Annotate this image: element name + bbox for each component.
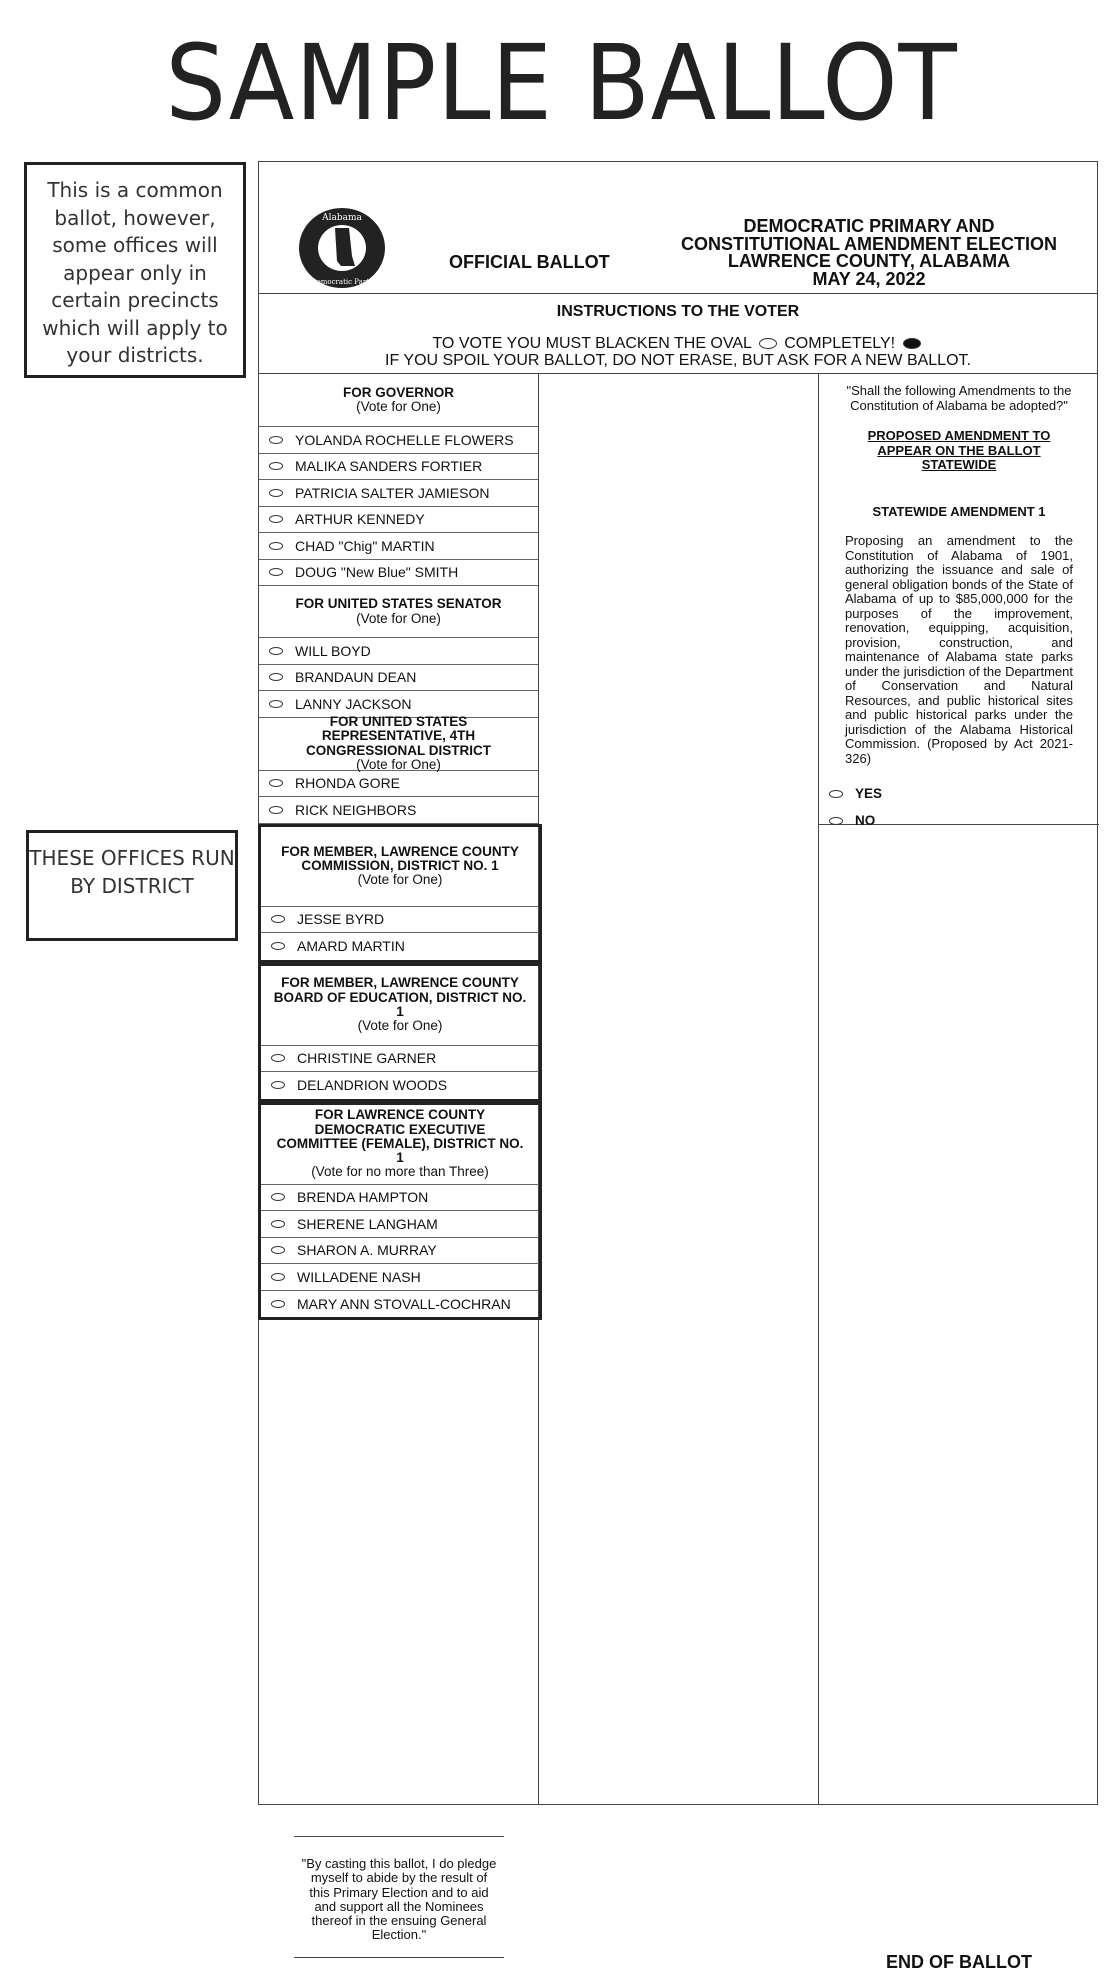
candidate-name: WILLADENE NASH	[297, 1268, 421, 1285]
candidate-name: SHERENE LANGHAM	[297, 1215, 438, 1232]
candidate-row[interactable]	[261, 1072, 539, 1099]
candidate-row[interactable]	[259, 480, 538, 507]
candidate-name: DELANDRION WOODS	[297, 1077, 448, 1094]
vote-oval-icon[interactable]	[271, 915, 285, 923]
vote-oval-icon[interactable]	[269, 462, 283, 470]
vote-oval-icon[interactable]	[269, 542, 283, 550]
race-header	[261, 827, 539, 907]
candidate-name: ARTHUR KENNEDY	[295, 511, 425, 528]
race-title: FOR UNITED STATES SENATOR	[295, 596, 502, 612]
party-pledge: "By casting this ballot, I do pledge myself to abide by the result of this Primary Election and to aid and support all the Nominees thereof in the ensuing General Election."	[294, 1836, 504, 1958]
candidate-name: JESSE BYRD	[297, 911, 385, 928]
vote-oval-icon[interactable]	[829, 790, 843, 798]
candidate-row[interactable]	[261, 933, 539, 960]
column-3	[819, 374, 1099, 1972]
vote-instruction: (Vote for One)	[356, 756, 441, 772]
ballot	[258, 161, 1098, 1972]
candidate-name: YOLANDA ROCHELLE FLOWERS	[295, 431, 514, 448]
vote-oval-icon[interactable]	[269, 489, 283, 497]
instruction-text: COMPLETELY!	[784, 335, 896, 352]
amendment-name: STATEWIDE AMENDMENT 1	[872, 503, 1046, 519]
vote-oval-icon[interactable]	[271, 1273, 285, 1281]
election-line: MAY 24, 2022	[812, 268, 926, 289]
candidate-name: BRENDA HAMPTON	[297, 1189, 429, 1206]
race-title: FOR UNITED STATES REPRESENTATIVE, 4TH CONGRESSIONAL DISTRICT	[305, 713, 491, 758]
proposed-amendment-heading: PROPOSED AMENDMENT TO APPEAR ON THE BALLOT STATEWIDE	[867, 428, 1051, 472]
vote-oval-icon[interactable]	[269, 568, 283, 576]
election-title	[669, 218, 1069, 288]
vote-oval-icon[interactable]	[269, 436, 283, 444]
candidate-row[interactable]	[261, 1046, 539, 1073]
vote-oval-icon[interactable]	[269, 673, 283, 681]
instruction-text: TO VOTE YOU MUST BLACKEN THE OVAL	[432, 335, 752, 352]
vote-oval-icon[interactable]	[269, 806, 283, 814]
option-no[interactable]	[819, 807, 1099, 834]
amendment-text: Proposing an amendment to the Constitution of Alabama of 1901, authorizing the issuance and sale of general obligation bonds of the State of Alabama of up to $85,000,000 for the purposes of the improvement, renovation, equipping, acquisition, provision, construction, and maintenance of Alabama state parks under the jurisdiction of the Department of Conservation and Natural Resources, and public historical sites and public historical parks under the jurisdiction of the Alabama Historical Commission. (Proposed by Act 2021-326)	[845, 533, 1073, 766]
vote-oval-icon[interactable]	[271, 1193, 285, 1201]
candidate-name: MARY ANN STOVALL-COCHRAN	[297, 1295, 511, 1312]
candidate-name: DOUG "New Blue" SMITH	[295, 564, 459, 581]
voter-instructions	[259, 294, 1097, 374]
option-label: YES	[855, 786, 883, 801]
candidate-name: BRANDAUN DEAN	[295, 669, 417, 686]
race-header	[259, 374, 538, 427]
race-header	[259, 713, 538, 772]
instructions-heading: INSTRUCTIONS TO THE VOTER	[556, 303, 800, 320]
vote-oval-icon[interactable]	[271, 1246, 285, 1254]
district-offices-note: THESE OFFICES RUN BY DISTRICT	[26, 830, 238, 941]
candidate-row[interactable]	[261, 1264, 539, 1291]
column-2	[539, 374, 819, 1804]
candidate-name: CHRISTINE GARNER	[297, 1050, 437, 1067]
candidate-name: RICK NEIGHBORS	[295, 801, 417, 818]
filled-oval-icon	[903, 338, 921, 349]
vote-instruction: (Vote for One)	[357, 1018, 443, 1034]
common-ballot-note: This is a common ballot, however, some offices will appear only in certain precincts which will apply to your districts.	[24, 162, 246, 378]
race-header	[259, 586, 538, 638]
race-title: FOR LAWRENCE COUNTY DEMOCRATIC EXECUTIVE COMMITTEE (FEMALE), DISTRICT NO. 1	[276, 1107, 524, 1166]
candidate-name: SHARON A. MURRAY	[297, 1242, 437, 1259]
party-seal-logo	[297, 206, 387, 290]
vote-oval-icon[interactable]	[271, 1081, 285, 1089]
district-race-group	[258, 824, 542, 963]
option-label: NO	[855, 813, 876, 828]
vote-oval-icon[interactable]	[829, 817, 843, 825]
candidate-row[interactable]	[261, 1291, 539, 1318]
vote-instruction: (Vote for One)	[356, 610, 441, 626]
vote-oval-icon[interactable]	[269, 779, 283, 787]
district-race-group	[258, 1102, 542, 1321]
vote-oval-icon[interactable]	[271, 942, 285, 950]
candidate-name: PATRICIA SALTER JAMIESON	[295, 484, 490, 501]
race-title: FOR MEMBER, LAWRENCE COUNTY COMMISSION, DISTRICT NO. 1	[281, 843, 519, 873]
candidate-row[interactable]	[259, 507, 538, 534]
option-yes[interactable]	[819, 780, 1099, 807]
instructions-line-2: IF YOU SPOIL YOUR BALLOT, DO NOT ERASE, BUT ASK FOR A NEW BALLOT.	[385, 352, 971, 369]
candidate-name: LANNY JACKSON	[295, 695, 412, 712]
vote-instruction: (Vote for One)	[356, 399, 441, 414]
candidate-row[interactable]	[261, 1211, 539, 1238]
race-title: FOR MEMBER, LAWRENCE COUNTY BOARD OF EDUCATION, DISTRICT NO. 1	[273, 975, 527, 1019]
vote-instruction: (Vote for One)	[357, 872, 443, 888]
candidate-row[interactable]	[261, 1185, 539, 1212]
end-of-ballot: END OF BALLOT	[886, 1952, 1032, 1972]
candidate-name: CHAD "Chig" MARTIN	[295, 537, 435, 554]
candidate-name: WILL BOYD	[295, 642, 371, 659]
column-1	[259, 374, 539, 1943]
candidate-row[interactable]	[259, 427, 538, 454]
election-line: CONSTITUTIONAL AMENDMENT ELECTION	[681, 233, 1057, 254]
candidate-name: RHONDA GORE	[295, 775, 401, 792]
election-line: LAWRENCE COUNTY, ALABAMA	[727, 251, 1011, 271]
vote-instruction: (Vote for no more than Three)	[311, 1164, 489, 1180]
amendment-question: "Shall the following Amendments to the Constitution of Alabama be adopted?"	[846, 383, 1072, 413]
vote-oval-icon[interactable]	[269, 647, 283, 655]
vote-oval-icon[interactable]	[271, 1300, 285, 1308]
candidate-row[interactable]	[259, 797, 538, 824]
statewide-amendment-1	[819, 374, 1099, 828]
candidate-row[interactable]	[259, 454, 538, 481]
candidate-row[interactable]	[261, 1238, 539, 1265]
candidate-row[interactable]	[259, 771, 538, 798]
vote-oval-icon[interactable]	[271, 1220, 285, 1228]
svg-text:Democratic Party: Democratic Party	[311, 278, 373, 286]
page-title: SAMPLE BALLOT	[165, 22, 958, 144]
race-header	[261, 966, 539, 1046]
instructions-line-1	[259, 335, 1097, 352]
empty-oval-icon	[759, 338, 777, 349]
ballot-header	[259, 162, 1097, 294]
svg-text:Alabama: Alabama	[322, 213, 362, 223]
candidate-name: AMARD MARTIN	[297, 938, 405, 955]
candidate-row[interactable]	[259, 665, 538, 692]
vote-oval-icon[interactable]	[269, 700, 283, 708]
race-header	[261, 1105, 539, 1185]
official-ballot-label: OFFICIAL BALLOT	[449, 252, 610, 272]
district-race-group	[258, 963, 542, 1102]
candidate-row[interactable]	[261, 907, 539, 934]
candidate-name: MALIKA SANDERS FORTIER	[295, 458, 483, 475]
race-title: FOR GOVERNOR	[342, 384, 454, 400]
election-line: DEMOCRATIC PRIMARY AND	[743, 216, 995, 236]
candidate-row[interactable]	[259, 638, 538, 665]
vote-oval-icon[interactable]	[269, 515, 283, 523]
vote-oval-icon[interactable]	[271, 1054, 285, 1062]
candidate-row[interactable]	[259, 533, 538, 560]
candidate-row[interactable]	[259, 560, 538, 587]
